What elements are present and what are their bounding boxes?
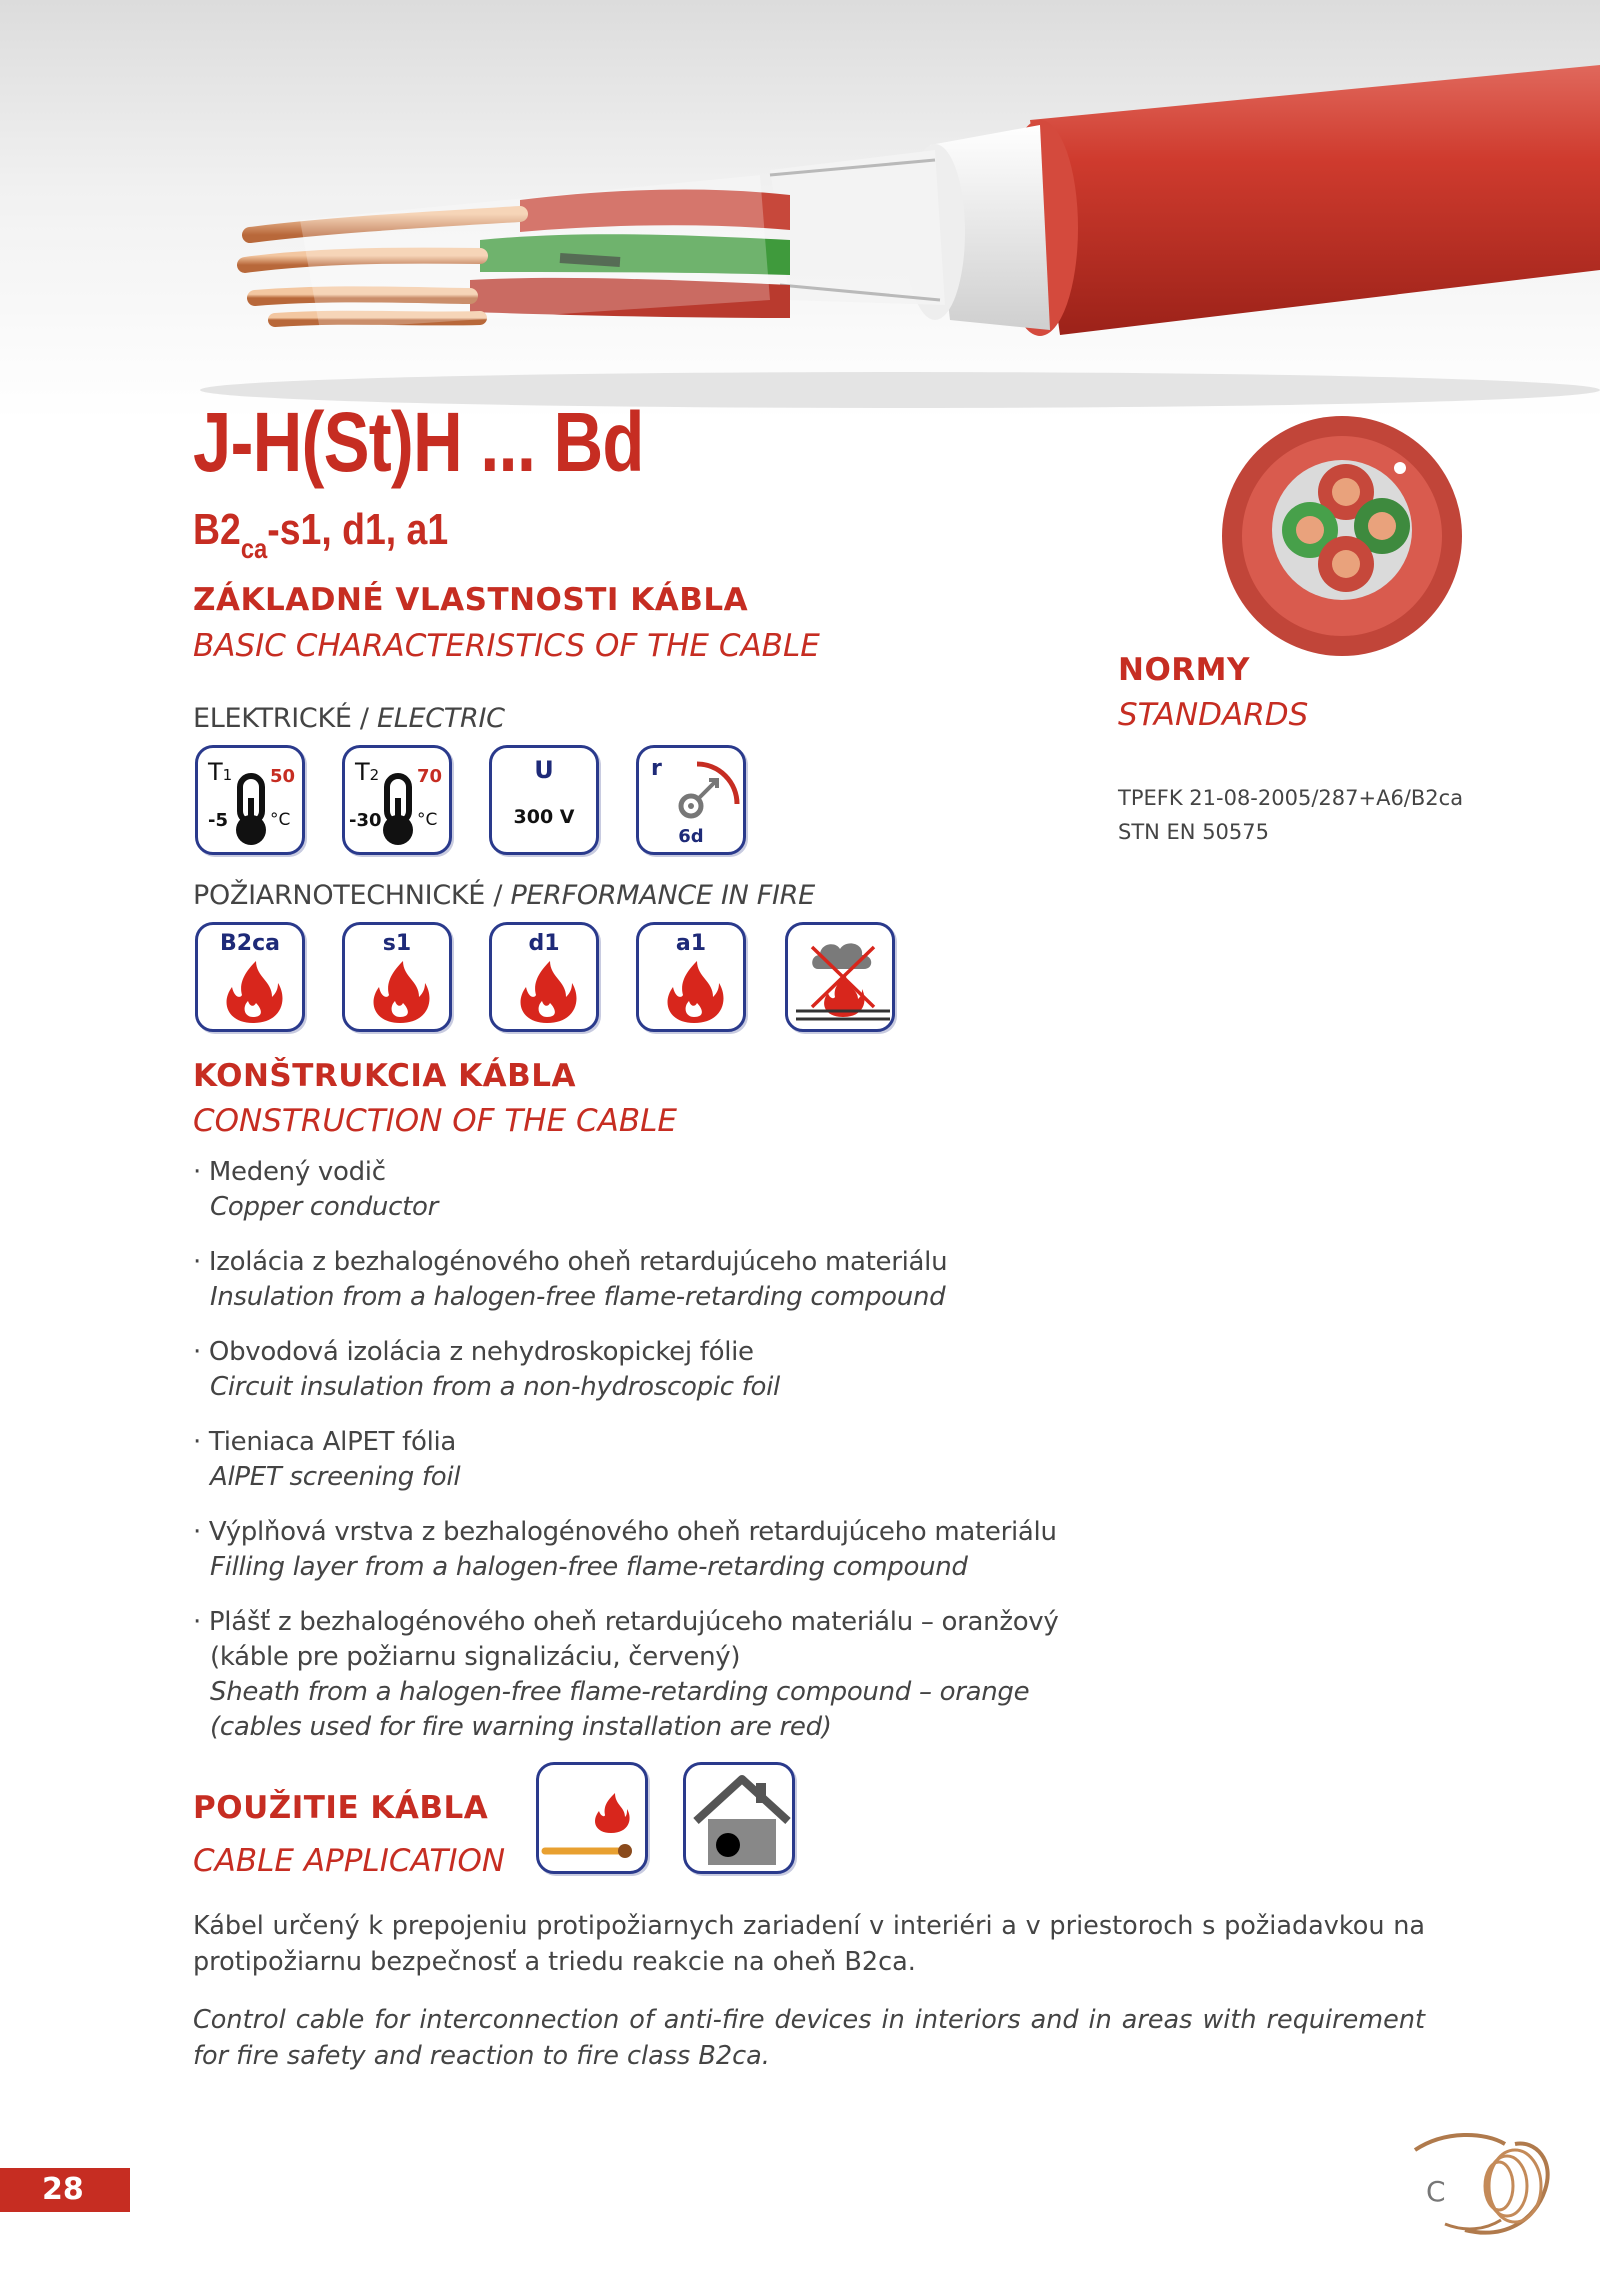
list-item bbox=[193, 1335, 1093, 1405]
t1-sub: 1 bbox=[222, 766, 233, 784]
item-en: AlPET screening foil bbox=[210, 1462, 461, 1492]
construction-heading-sk: KONŠTRUKCIA KÁBLA bbox=[193, 1058, 577, 1094]
voltage-name: U bbox=[534, 756, 554, 784]
list-item bbox=[193, 1245, 1093, 1315]
item-en: Insulation from a halogen-free flame-retarding compound bbox=[210, 1282, 946, 1312]
application-heading-sk: POUŽITIE KÁBLA bbox=[193, 1790, 489, 1826]
fire-class-rest: -s1, d1, a1 bbox=[267, 505, 449, 554]
a1-label: a1 bbox=[675, 931, 707, 956]
item-en: Filling layer from a halogen-free flame-retarding compound bbox=[210, 1552, 968, 1582]
t1-name: T bbox=[208, 758, 223, 786]
t2-name: T bbox=[355, 758, 370, 786]
item-sk: · Plášť z bezhalogénového oheň retardujúceho materiálu – oranžový bbox=[193, 1607, 1059, 1637]
item-sk: · Izolácia z bezhalogénového oheň retardujúceho materiálu bbox=[193, 1247, 948, 1277]
application-heading-en: CABLE APPLICATION bbox=[193, 1843, 506, 1879]
item-sk-2: (káble pre požiarnu signalizáciu, červený) bbox=[210, 1642, 741, 1672]
page-number: 28 bbox=[0, 2168, 130, 2212]
d1-label: d1 bbox=[528, 931, 560, 956]
fire-label-en: PERFORMANCE IN FIRE bbox=[510, 880, 815, 911]
t2-unit: °C bbox=[417, 810, 438, 830]
item-en-2: (cables used for fire warning installation are red) bbox=[210, 1712, 832, 1742]
item-en: Circuit insulation from a non-hydroscopic foil bbox=[210, 1372, 780, 1402]
cable-cross-section-image bbox=[1218, 412, 1466, 660]
item-en: Copper conductor bbox=[210, 1192, 438, 1222]
standards-heading-sk: NORMY bbox=[1118, 652, 1250, 688]
fire-label-sk: POŽIARNOTECHNICKÉ / bbox=[193, 880, 503, 911]
bending-radius-icon bbox=[636, 745, 746, 855]
list-item bbox=[193, 1425, 1093, 1495]
cable-hero-image bbox=[0, 0, 1600, 420]
construction-list bbox=[193, 1155, 1093, 1765]
no-smoke-icon bbox=[785, 922, 895, 1032]
match-flame-icon bbox=[536, 1762, 648, 1874]
fire-label bbox=[193, 880, 815, 911]
t2-sub: 2 bbox=[369, 766, 380, 784]
voltage-value: 300 V bbox=[513, 806, 575, 828]
fire-class-a1-icon bbox=[636, 922, 746, 1032]
fire-class-s1-icon bbox=[342, 922, 452, 1032]
t2-max: 70 bbox=[417, 766, 443, 787]
fire-class-main: B2 bbox=[193, 505, 241, 554]
fire-class-d1-icon bbox=[489, 922, 599, 1032]
application-text-en: Control cable for interconnection of anti-fire devices in interiors and in areas with requirement for fire safety and reaction to fire class B2ca. bbox=[193, 2005, 1425, 2071]
house-icon bbox=[683, 1762, 795, 1874]
b2ca-label: B2ca bbox=[220, 931, 280, 956]
t1-unit: °C bbox=[270, 810, 291, 830]
item-sk: · Medený vodič bbox=[193, 1157, 386, 1187]
brand-logo-letter: C bbox=[1426, 2175, 1446, 2208]
standard-item: TPEFK 21-08-2005/287+A6/B2ca bbox=[1118, 786, 1464, 810]
fire-class bbox=[193, 505, 449, 564]
t1-max: 50 bbox=[270, 766, 296, 787]
fire-class-sub: ca bbox=[240, 533, 268, 564]
standard-item: STN EN 50575 bbox=[1118, 820, 1269, 844]
item-sk: · Obvodová izolácia z nehydroskopickej fólie bbox=[193, 1337, 754, 1367]
list-item bbox=[193, 1605, 1093, 1745]
item-en: Sheath from a halogen-free flame-retarding compound – orange bbox=[210, 1677, 1030, 1707]
construction-heading-en: CONSTRUCTION OF THE CABLE bbox=[193, 1103, 677, 1139]
electric-label-en: ELECTRIC bbox=[376, 703, 505, 734]
item-sk: · Výplňová vrstva z bezhalogénového oheň retardujúceho materiálu bbox=[193, 1517, 1057, 1547]
item-sk: · Tieniaca AlPET fólia bbox=[193, 1427, 457, 1457]
radius-value: 6d bbox=[678, 826, 704, 847]
voltage-icon bbox=[489, 745, 599, 855]
electric-label bbox=[193, 703, 505, 734]
basic-heading-sk: ZÁKLADNÉ VLASTNOSTI KÁBLA bbox=[193, 582, 749, 618]
application-text-sk: Kábel určený k prepojeniu protipožiarnych zariadení v interiéri a v priestoroch s požiadavkou na protipožiarnu bezpečnosť a triedu reakcie na oheň B2ca. bbox=[193, 1911, 1425, 1977]
fire-class-b2ca-icon bbox=[195, 922, 305, 1032]
standards-heading-en: STANDARDS bbox=[1118, 697, 1309, 733]
list-item bbox=[193, 1155, 1093, 1225]
list-item bbox=[193, 1515, 1093, 1585]
t2-min: -30 bbox=[349, 810, 382, 831]
radius-name: r bbox=[651, 756, 662, 781]
electric-label-sk: ELEKTRICKÉ / bbox=[193, 703, 369, 734]
t1-min: -5 bbox=[208, 810, 228, 831]
temperature-t2-icon bbox=[342, 745, 452, 855]
temperature-t1-icon bbox=[195, 745, 305, 855]
product-title: J-H(St)H ... Bd bbox=[193, 395, 644, 489]
basic-heading-en: BASIC CHARACTERISTICS OF THE CABLE bbox=[193, 628, 820, 664]
s1-label: s1 bbox=[382, 931, 412, 956]
